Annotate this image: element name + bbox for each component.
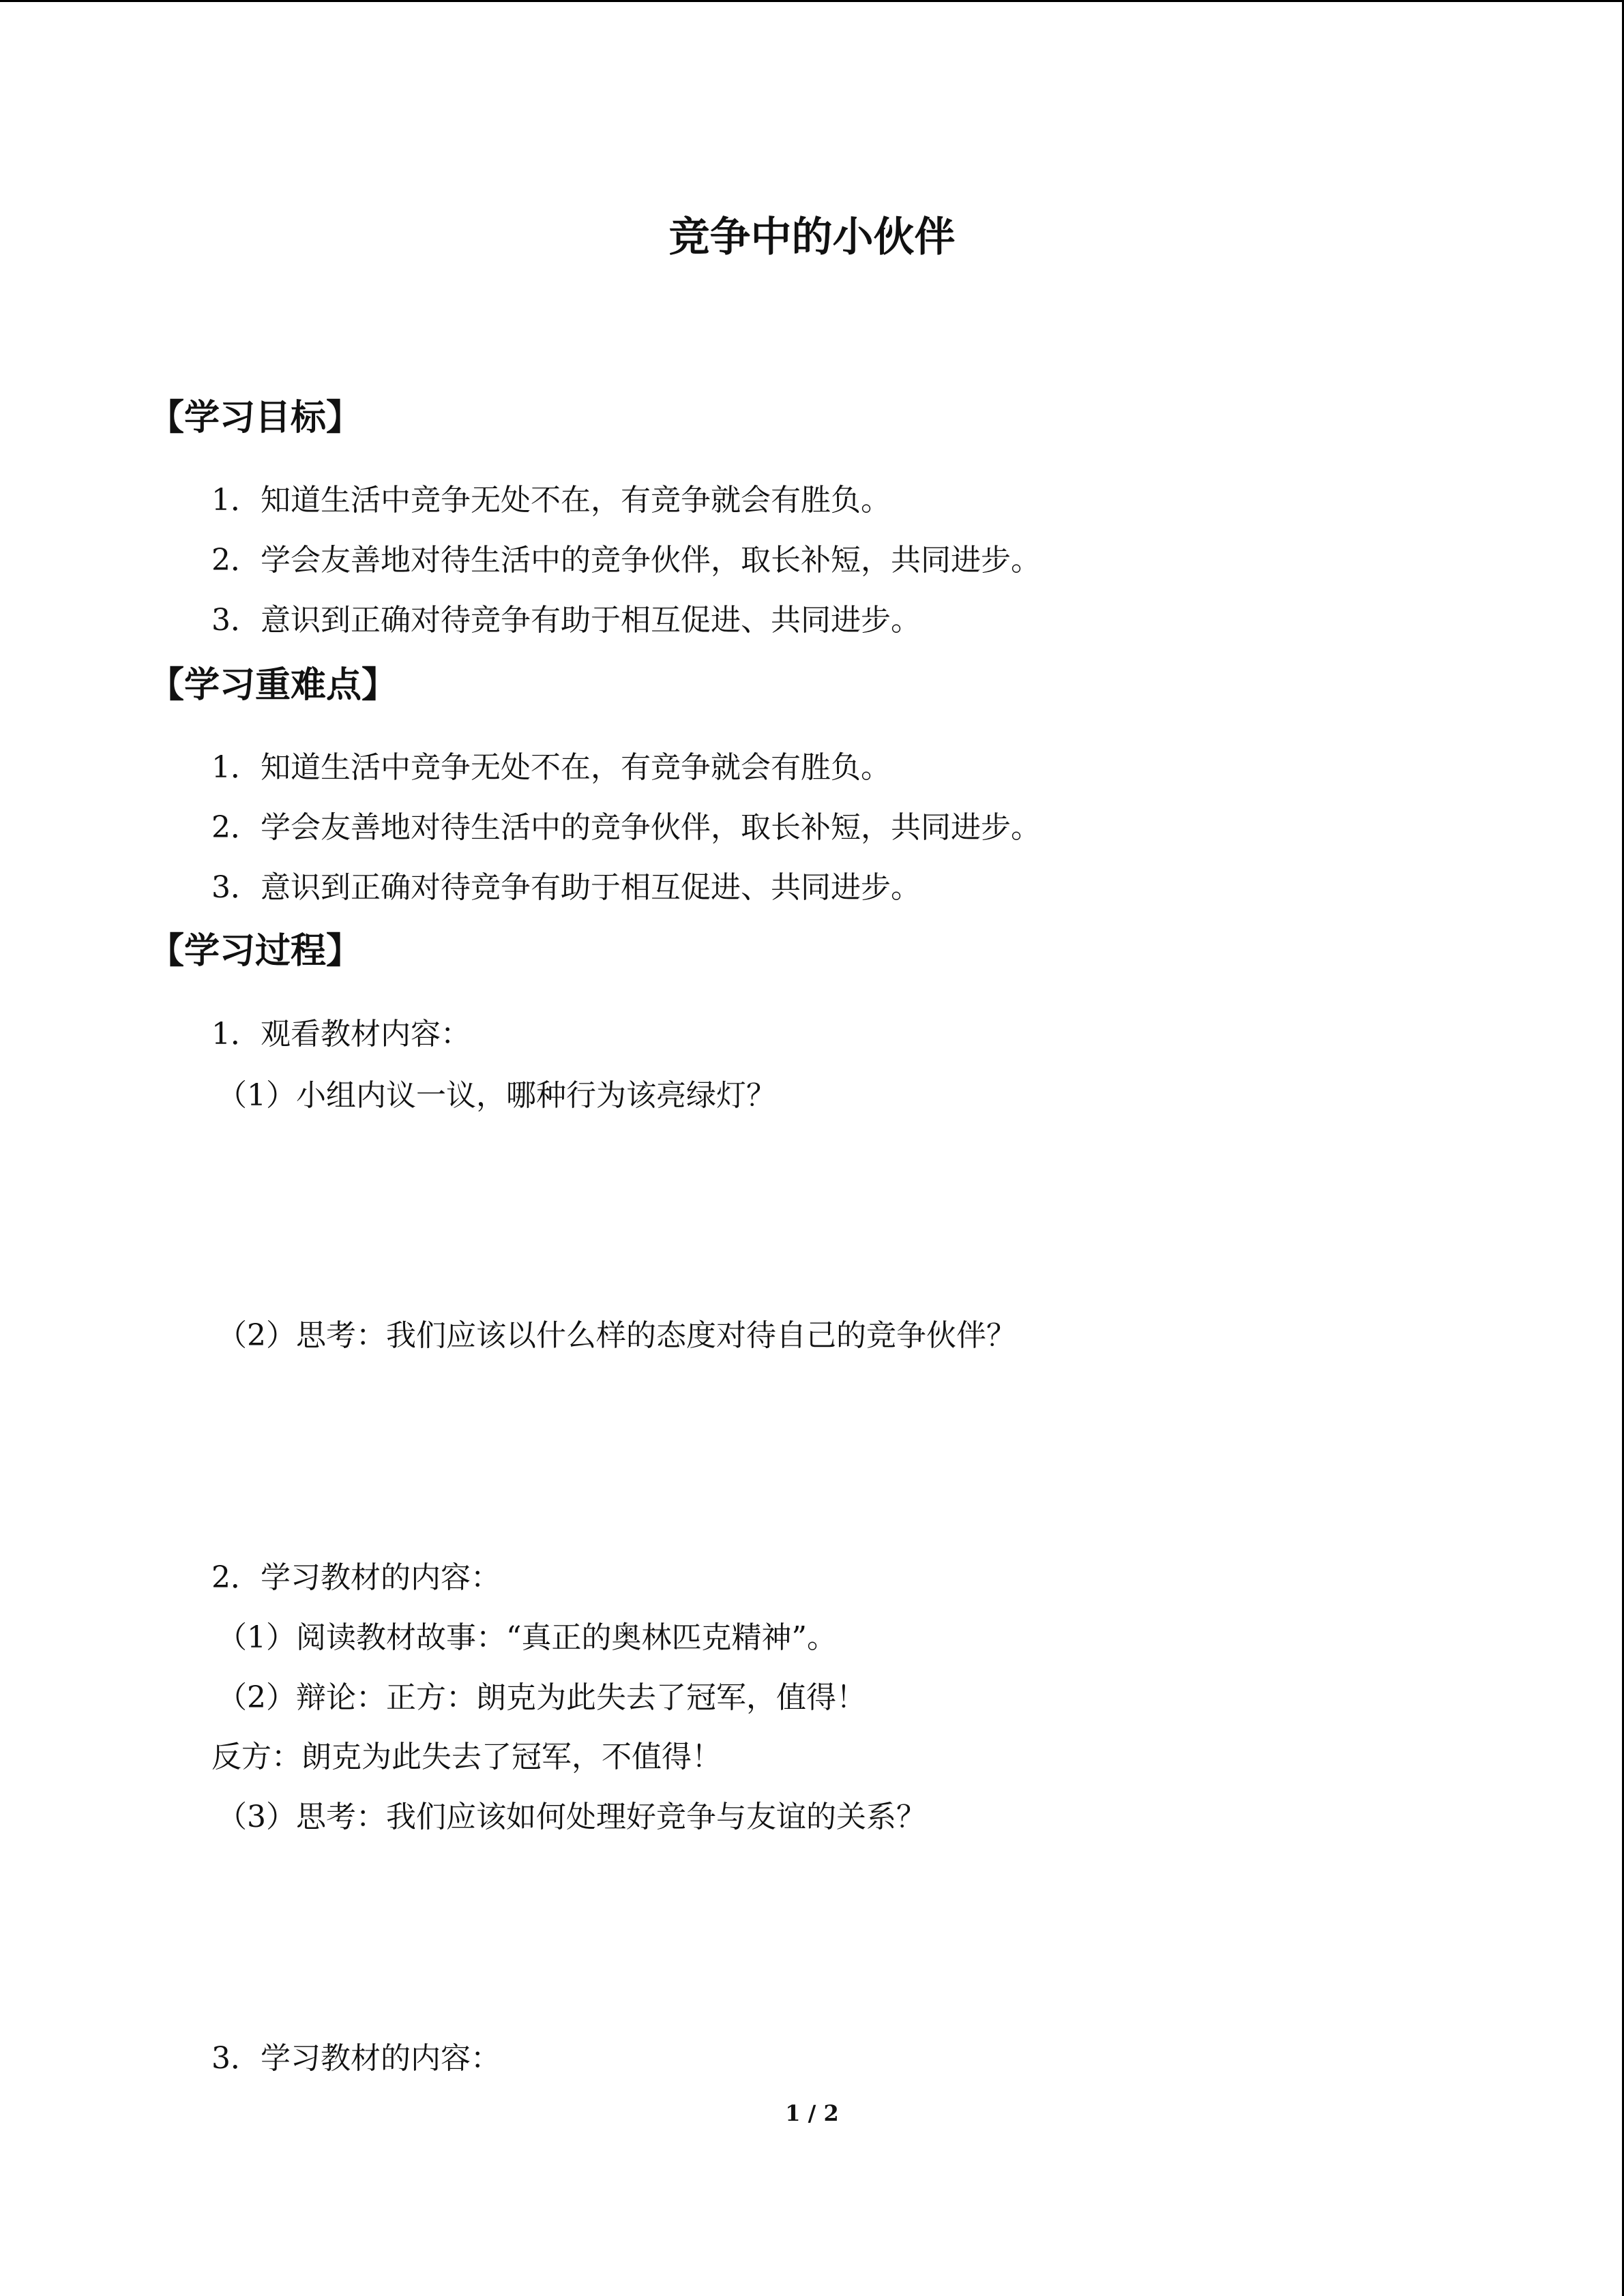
document-title: 竞争中的小伙伴	[668, 213, 956, 261]
process-subitem: （2）辩论：正方：朗克为此失去了冠军，值得！	[217, 1680, 866, 1715]
objective-item-3: 3．意识到正确对待竞争有助于相互促进、共同进步。	[211, 603, 921, 638]
process-item: 1．观看教材内容：	[211, 1017, 471, 1052]
section-heading-process: 【学习过程】	[149, 931, 362, 972]
process-subitem: （1）小组内议一议，哪种行为该亮绿灯？	[217, 1078, 776, 1113]
key-point-item-3: 3．意识到正确对待竞争有助于相互促进、共同进步。	[211, 870, 921, 905]
key-point-item-2: 2．学会友善地对待生活中的竞争伙伴，取长补短，共同进步。	[211, 810, 1041, 845]
section-heading-key-points: 【学习重难点】	[149, 665, 398, 706]
process-subitem: 反方：朗克为此失去了冠军，不值得！	[211, 1740, 722, 1774]
key-point-item-1: 1．知道生活中竞争无处不在，有竞争就会有胜负。	[211, 750, 891, 785]
section-heading-objectives: 【学习目标】	[149, 398, 362, 438]
process-subitem: （3）思考：我们应该如何处理好竞争与友谊的关系？	[217, 1800, 926, 1834]
process-item: 3．学习教材的内容：	[211, 2041, 501, 2076]
process-subitem: （1）阅读教材故事：“真正的奥林匹克精神”。	[217, 1620, 837, 1655]
page-number: 1 / 2	[785, 2100, 839, 2126]
objective-item-1: 1．知道生活中竞争无处不在，有竞争就会有胜负。	[211, 483, 891, 518]
process-subitem: （2）思考：我们应该以什么样的态度对待自己的竞争伙伴？	[217, 1318, 1016, 1353]
objective-item-2: 2．学会友善地对待生活中的竞争伙伴，取长补短，共同进步。	[211, 543, 1041, 578]
process-item: 2．学习教材的内容：	[211, 1560, 501, 1595]
